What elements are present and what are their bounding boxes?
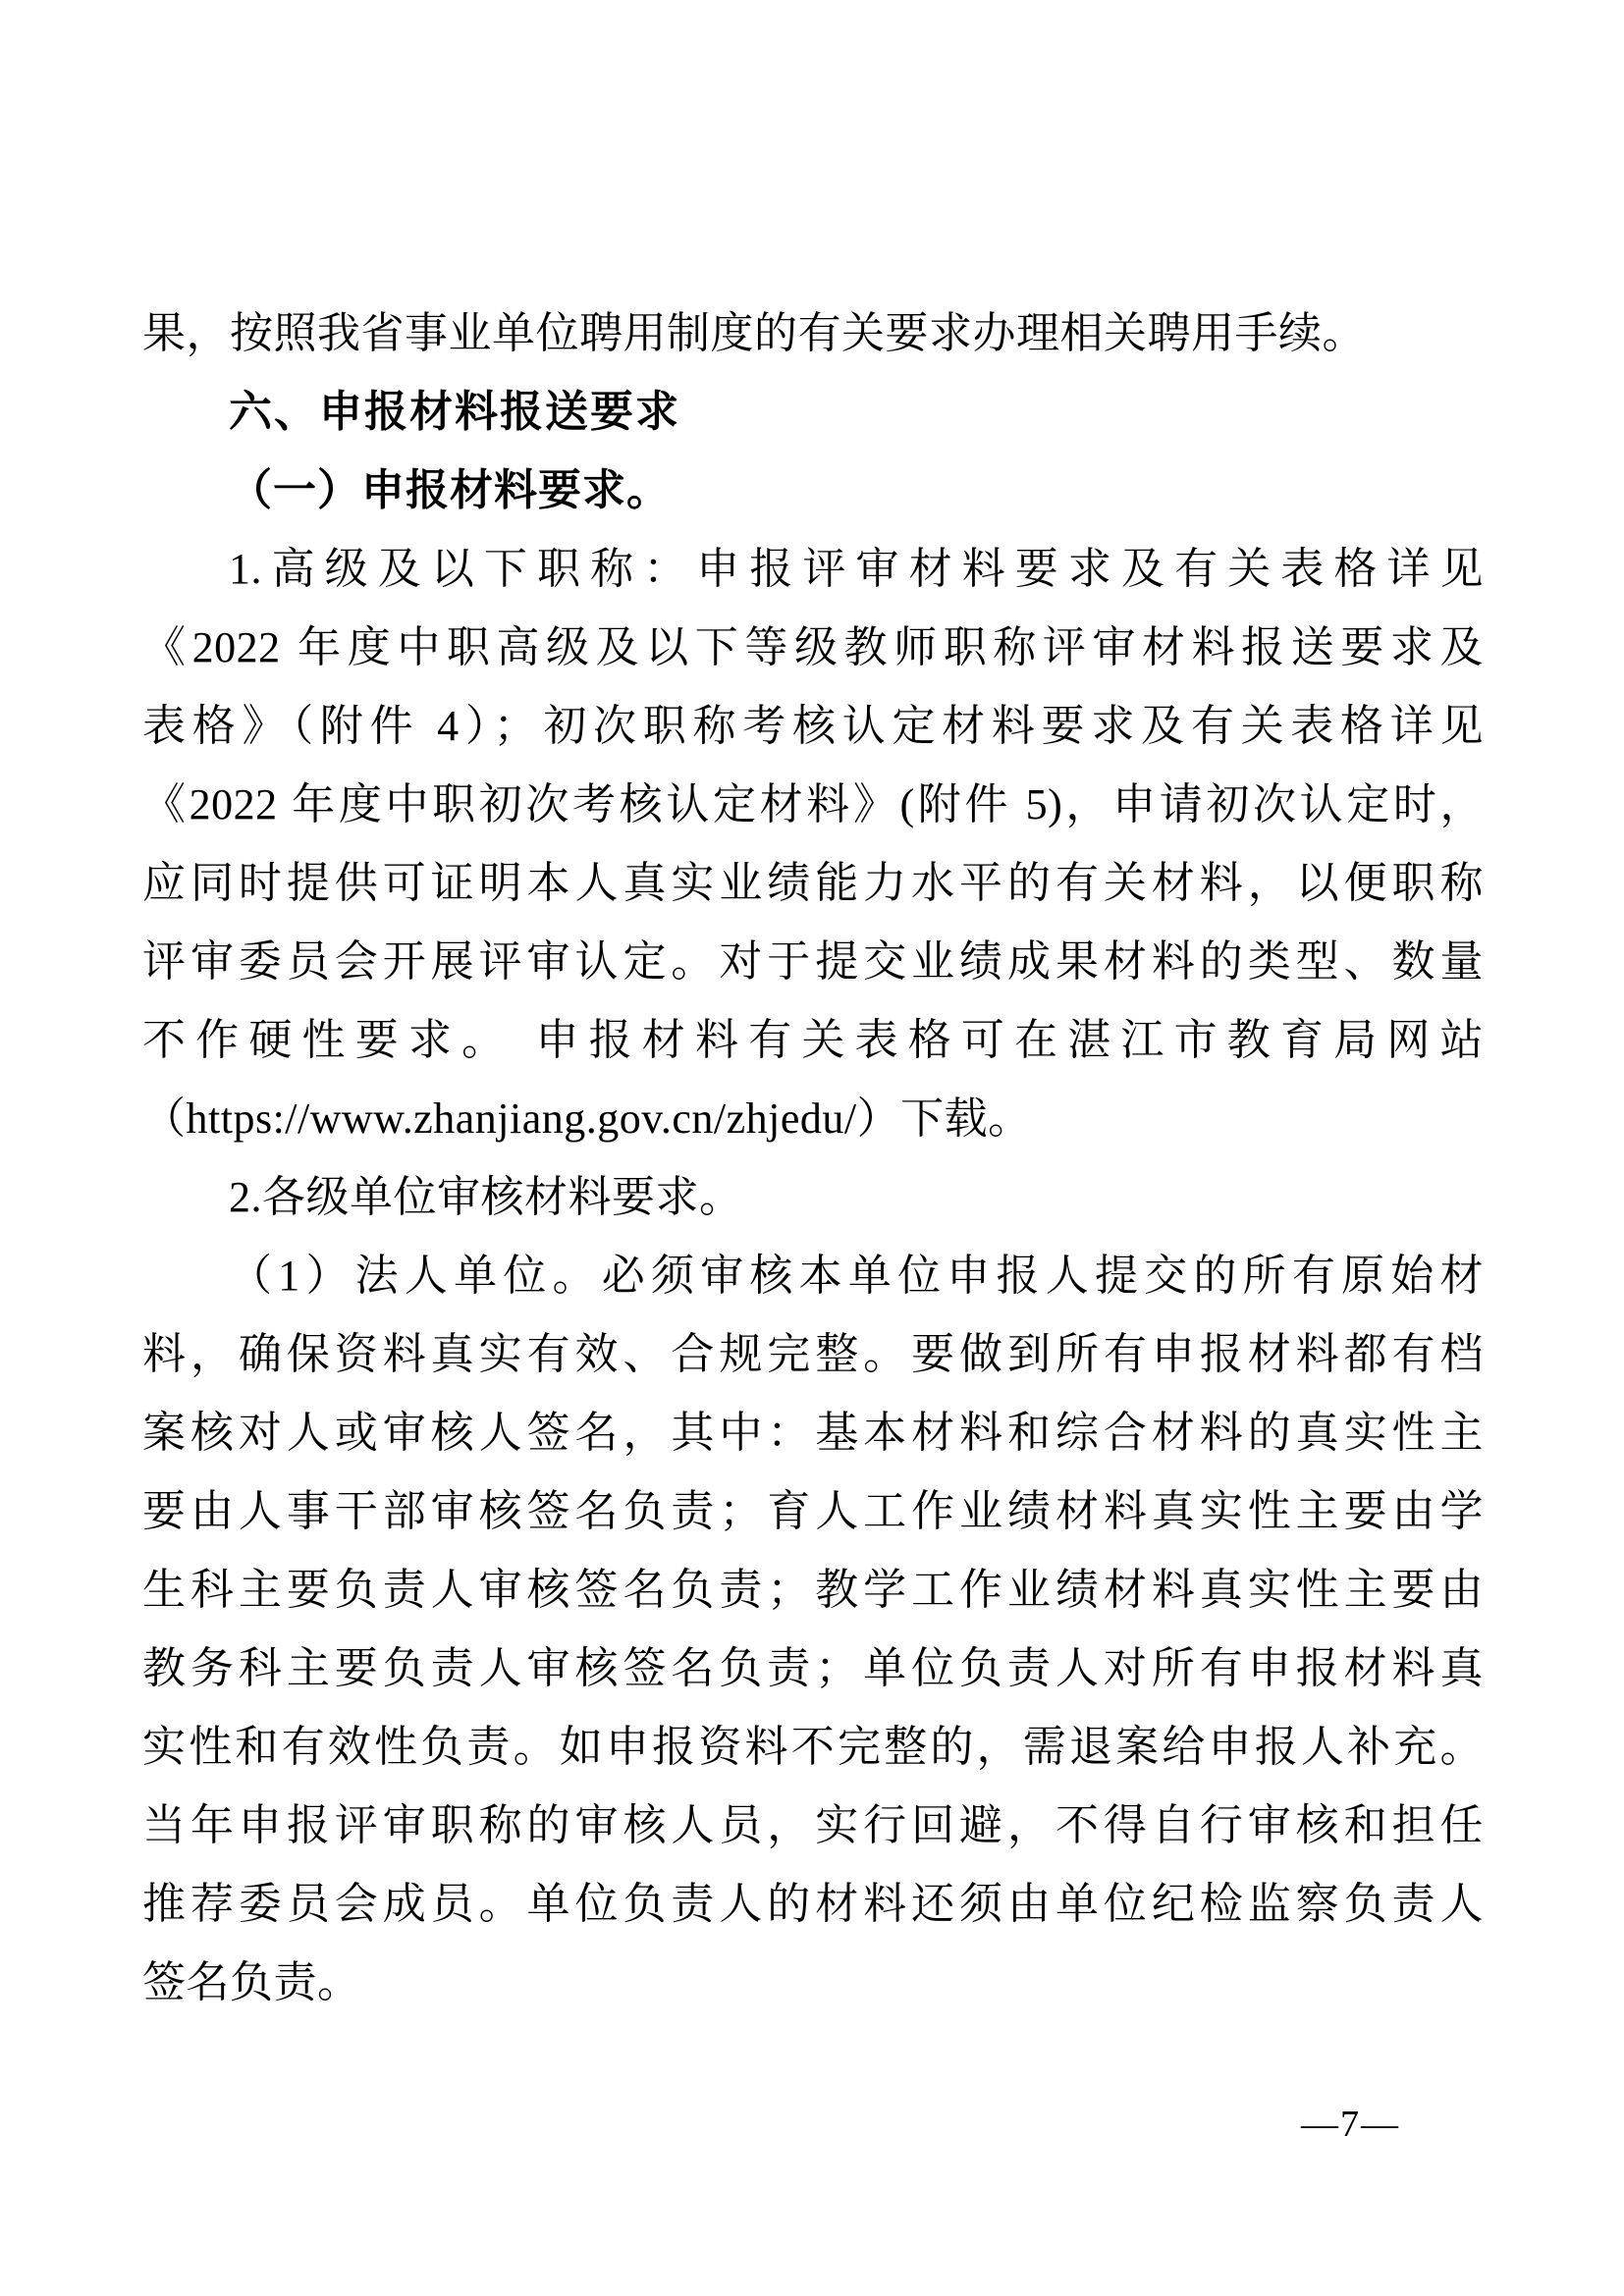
section-heading-six bbox=[142, 373, 1484, 452]
text-line: 要由人事干部审核签名负责；育人工作业绩材料真实性主要由学 bbox=[142, 1487, 1484, 1535]
paragraph-item-2 bbox=[142, 1158, 1484, 1237]
text-line: 评审委员会开展评审认定。对于提交业绩成果材料的类型、数量 bbox=[142, 937, 1484, 986]
text-line: 六、申报材料报送要求 bbox=[229, 388, 680, 436]
text-line: 签名负责。 bbox=[142, 1958, 361, 2006]
text-line: 当年申报评审职称的审核人员，实行回避，不得自行审核和担任 bbox=[142, 1801, 1484, 1849]
text-line: 生科主要负责人审核签名负责；教学工作业绩材料真实性主要由 bbox=[142, 1566, 1484, 1614]
text-line: 不作硬性要求。 申报材料有关表格可在湛江市教育局网站 bbox=[142, 1016, 1484, 1064]
text-line: 料，确保资料真实有效、合规完整。要做到所有申报材料都有档 bbox=[142, 1330, 1484, 1378]
subsection-heading-one bbox=[142, 452, 1484, 530]
paragraph-item-2-1 bbox=[142, 1237, 1484, 2022]
text-line: 2.各级单位审核材料要求。 bbox=[229, 1173, 743, 1221]
paragraph-continuation bbox=[142, 294, 1484, 373]
text-line: 推荐委员会成员。单位负责人的材料还须由单位纪检监察负责人 bbox=[142, 1880, 1484, 1928]
text-line: 果，按照我省事业单位聘用制度的有关要求办理相关聘用手续。 bbox=[142, 309, 1366, 357]
document-content bbox=[142, 294, 1484, 2022]
text-line: 《2022 年度中职高级及以下等级教师职称评审材料报送要求及 bbox=[142, 623, 1484, 671]
text-line: 实性和有效性负责。如申报资料不完整的，需退案给申报人补充。 bbox=[142, 1723, 1484, 1771]
text-line: 应同时提供可证明本人真实业绩能力水平的有关材料，以便职称 bbox=[142, 859, 1484, 907]
text-line: 1.高级及以下职称：申报评审材料要求及有关表格详见 bbox=[229, 545, 1484, 593]
text-line: 教务科主要负责人审核签名负责；单位负责人对所有申报材料真 bbox=[142, 1644, 1484, 1692]
text-line: 案核对人或审核人签名，其中：基本材料和综合材料的真实性主 bbox=[142, 1409, 1484, 1457]
text-line: 表格》（附件 4）；初次职称考核认定材料要求及有关表格详见 bbox=[142, 702, 1484, 750]
text-line: （一）申报材料要求。 bbox=[229, 466, 671, 514]
text-line: 《2022 年度中职初次考核认定材料》(附件 5)，申请初次认定时， bbox=[142, 780, 1484, 828]
paragraph-item-1 bbox=[142, 530, 1484, 1158]
text-line: （https://www.zhanjiang.gov.cn/zhjedu/）下载。 bbox=[142, 1095, 1032, 1143]
page-number: —7— bbox=[1301, 2104, 1400, 2145]
text-line: （1）法人单位。必须审核本单位申报人提交的所有原始材 bbox=[229, 1252, 1484, 1300]
